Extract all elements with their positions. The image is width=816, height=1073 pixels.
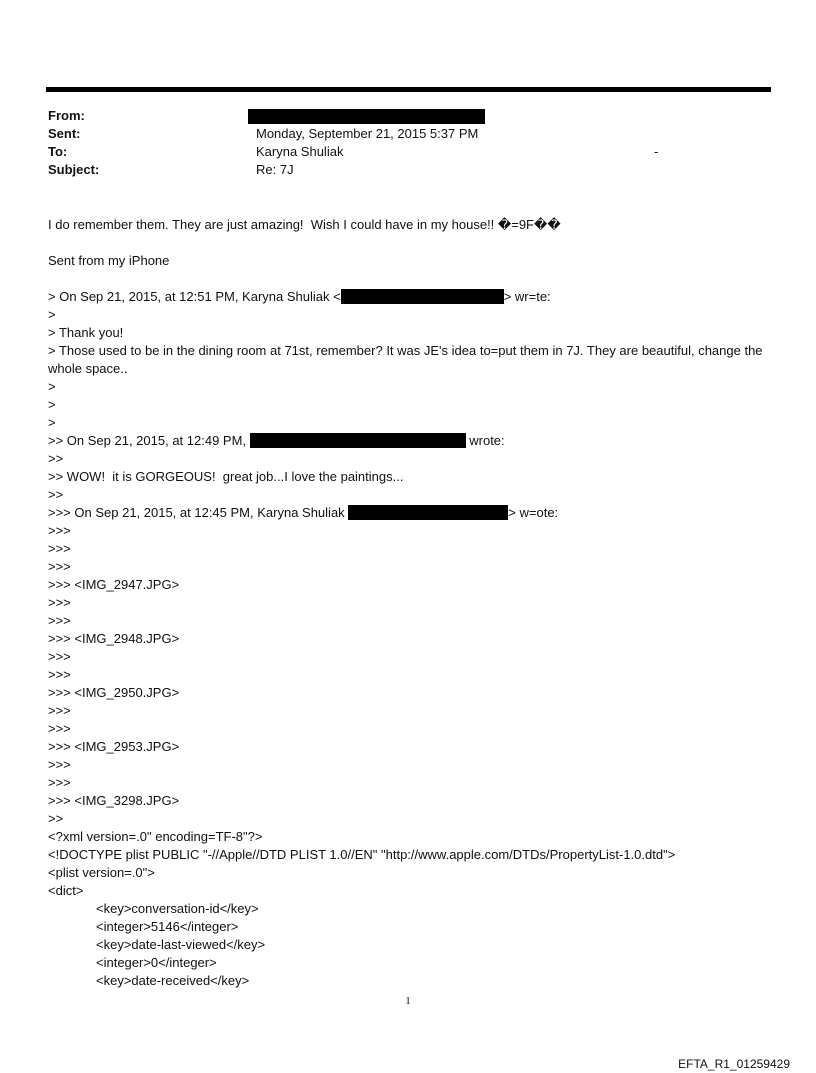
quote-line: >>> [48,667,71,682]
quote-line: >>> [48,703,71,718]
quote-line [48,288,773,306]
redacted-sender-name [250,433,466,448]
redacted-sender [248,109,485,124]
quote-line: >>> [48,523,71,538]
sent-label: Sent: [48,126,81,141]
xml-line: <!DOCTYPE plist PUBLIC "-//Apple//DTD PLIST 1.0//EN" "http://www.apple.com/DTDs/PropertyList-1.0.dtd"> [48,847,676,862]
xml-line: <integer>0</integer> [96,955,217,970]
to-row [48,143,768,161]
email-body [48,216,773,990]
to-mark: - [654,144,659,159]
quote-line: >>> [48,559,71,574]
quote-line: > [48,379,56,394]
from-label: From: [48,108,85,123]
to-value: Karyna Shuliak [256,144,344,159]
quote-line: >> [48,451,64,466]
quote-text: > On Sep 21, 2015, at 12:51 PM, Karyna Shuliak < [48,289,341,304]
quote-text: >>> On Sep 21, 2015, at 12:45 PM, Karyna Shuliak [48,505,349,520]
to-label: To: [48,144,68,159]
quote-line: >>> [48,649,71,664]
subject-label: Subject: [48,162,100,177]
quote-text: > wr=te: [503,289,551,304]
quote-line: >>> [48,613,71,628]
xml-line: <integer>5146</integer> [96,919,239,934]
quote-line: >> [48,811,64,826]
quote-line: >>> [48,757,71,772]
reply-text: I do remember them. They are just amazing! Wish I could have in my house!! �=9F�� [48,217,561,232]
quote-text: wrote: [465,433,505,448]
header-divider [46,87,771,92]
xml-line: <plist version=.0"> [48,865,155,880]
quote-line: > Those used to be in the dining room at 71st, remember? It was JE's idea to=put them in 7J. They are beautiful, change the whole space.. [48,343,763,376]
page-number: 1 [405,995,411,1007]
attachment-line: >>> <IMG_3298.JPG> [48,793,180,808]
signature: Sent from my iPhone [48,253,170,268]
quote-text: > w=ote: [508,505,559,520]
quote-line: >>> [48,775,71,790]
quote-line: > [48,397,56,412]
quote-line: >>> [48,595,71,610]
quote-line: > Thank you! [48,325,124,340]
redacted-email [341,289,504,304]
document-id: EFTA_R1_01259429 [678,1057,790,1071]
subject-value: Re: 7J [256,162,294,177]
redacted-email [348,505,508,520]
xml-line: <key>conversation-id</key> [96,901,259,916]
attachment-line: >>> <IMG_2953.JPG> [48,739,180,754]
xml-line: <dict> [48,883,84,898]
quote-line: >>> [48,721,71,736]
quote-line [48,504,773,522]
quote-line [48,432,773,450]
from-row [48,107,768,125]
xml-line: <key>date-last-viewed</key> [96,937,266,952]
subject-row [48,161,768,179]
quote-line: > [48,307,56,322]
quote-line: >> WOW! it is GORGEOUS! great job...I love the paintings... [48,469,404,484]
sent-row [48,125,768,143]
quote-text: >> On Sep 21, 2015, at 12:49 PM, [48,433,250,448]
quote-line: > [48,415,56,430]
email-header [48,107,768,179]
quote-line: >> [48,487,64,502]
sent-value: Monday, September 21, 2015 5:37 PM [256,126,479,141]
quote-line: >>> [48,541,71,556]
xml-line: <key>date-received</key> [96,973,250,988]
attachment-line: >>> <IMG_2950.JPG> [48,685,180,700]
xml-line: <?xml version=.0" encoding=TF-8"?> [48,829,263,844]
attachment-line: >>> <IMG_2948.JPG> [48,631,180,646]
attachment-line: >>> <IMG_2947.JPG> [48,577,180,592]
